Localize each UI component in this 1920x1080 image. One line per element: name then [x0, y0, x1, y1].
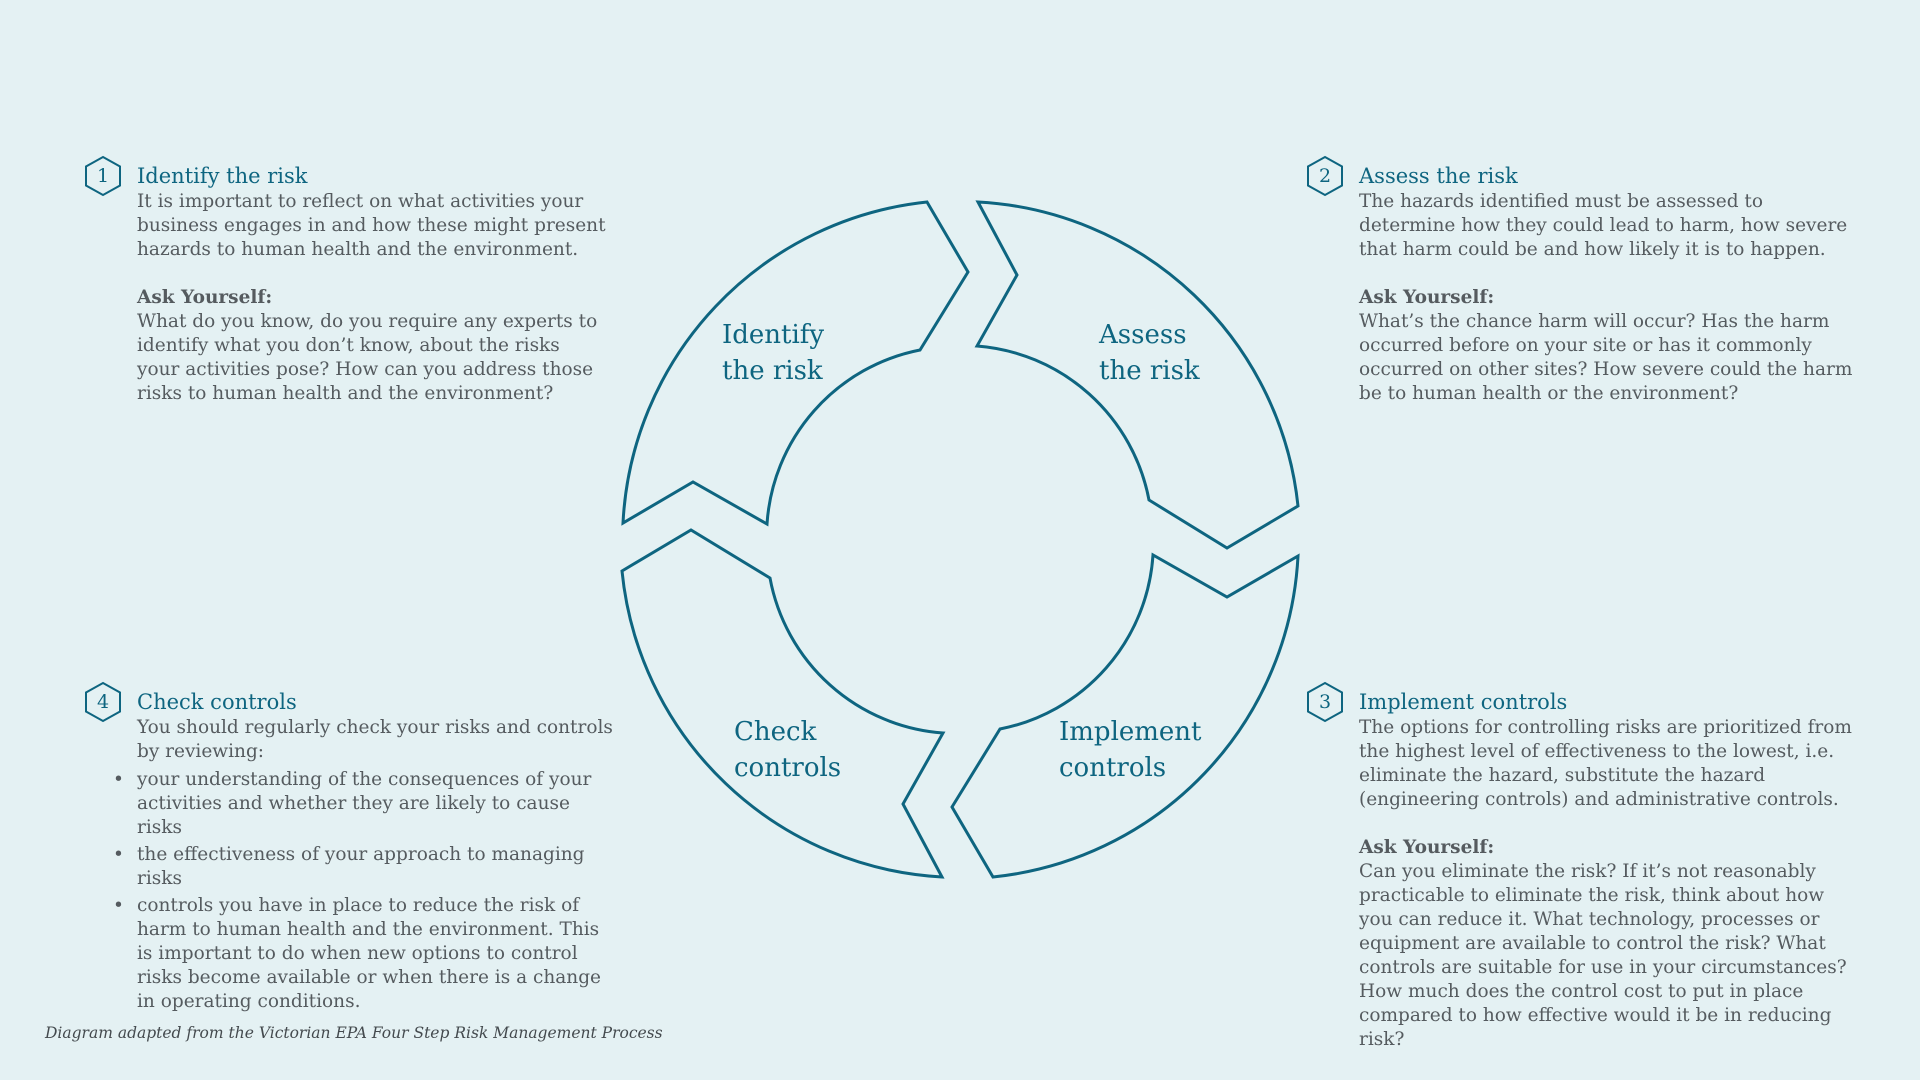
step-number: 4 [96, 691, 110, 713]
source-caption: Diagram adapted from the Victorian EPA Four Step Risk Management Process [45, 1024, 663, 1042]
step-intro: You should regularly check your risks and controls by reviewing: [137, 717, 613, 762]
step-title: Implement controls [1359, 690, 1568, 714]
ask-yourself-label: Ask Yourself: [137, 287, 273, 308]
step-identify [96, 162, 607, 406]
cycle-label-identify: Identify the risk [722, 320, 825, 386]
list-item: • the effectiveness of your approach to managing risks [137, 843, 617, 891]
review-list [137, 768, 617, 1014]
ask-yourself-label: Ask Yourself: [1359, 287, 1495, 308]
step-check [96, 688, 617, 1017]
list-item: • controls you have in place to reduce the risk of harm to human health and the environment. This is important to do when new options to control risks become available or when there is a change in operating conditions. [137, 894, 617, 1014]
step-implement [1318, 688, 1859, 1052]
step-number: 3 [1318, 691, 1332, 713]
cycle-label-check: Check controls [734, 717, 842, 783]
step-number-badge [83, 154, 123, 198]
step-number: 2 [1318, 165, 1332, 187]
step-assess [1318, 162, 1859, 406]
list-item: • your understanding of the consequences of your activities and whether they are likely to cause risks [137, 768, 617, 840]
ask-yourself-text: What’s the chance harm will occur? Has the harm occurred before on your site or has it commonly occurred on other sites? How severe could the harm be to human health or the environment? [1359, 311, 1853, 404]
ask-yourself-text: What do you know, do you require any experts to identify what you don’t know, about the risks your activities pose? How can you address those risks to human health and the environment? [137, 311, 598, 404]
risk-cycle-diagram [610, 190, 1310, 894]
step-title: Assess the risk [1359, 164, 1518, 188]
step-title: Identify the risk [137, 164, 308, 188]
step-intro: The options for controlling risks are prioritized from the highest level of effectiveness to the lowest, i.e. eliminate the hazard, substitute the hazard (engineering controls) and administrative controls. [1359, 717, 1852, 810]
cycle-label-implement: Implement controls [1059, 717, 1202, 783]
cycle-segment-check [622, 530, 943, 877]
step-title: Check controls [137, 690, 297, 714]
step-number-badge [83, 680, 123, 724]
step-intro: It is important to reflect on what activities your business engages in and how these might present hazards to human health and the environment. [137, 191, 606, 260]
step-number-badge [1305, 154, 1345, 198]
cycle-label-assess: Assess the risk [1099, 320, 1200, 386]
ask-yourself-text: Can you eliminate the risk? If it’s not reasonably practicable to eliminate the risk, think about how you can reduce it. What technology, processes or equipment are available to control the risk? What controls are suitable for use in your circumstances? How much does the control cost to put in place compared to how effective would it be in reducing risk? [1359, 861, 1847, 1050]
step-number-badge [1305, 680, 1345, 724]
step-intro: The hazards identified must be assessed to determine how they could lead to harm, how severe that harm could be and how likely it is to happen. [1359, 191, 1848, 260]
ask-yourself-label: Ask Yourself: [1359, 837, 1495, 858]
step-number: 1 [96, 165, 110, 187]
